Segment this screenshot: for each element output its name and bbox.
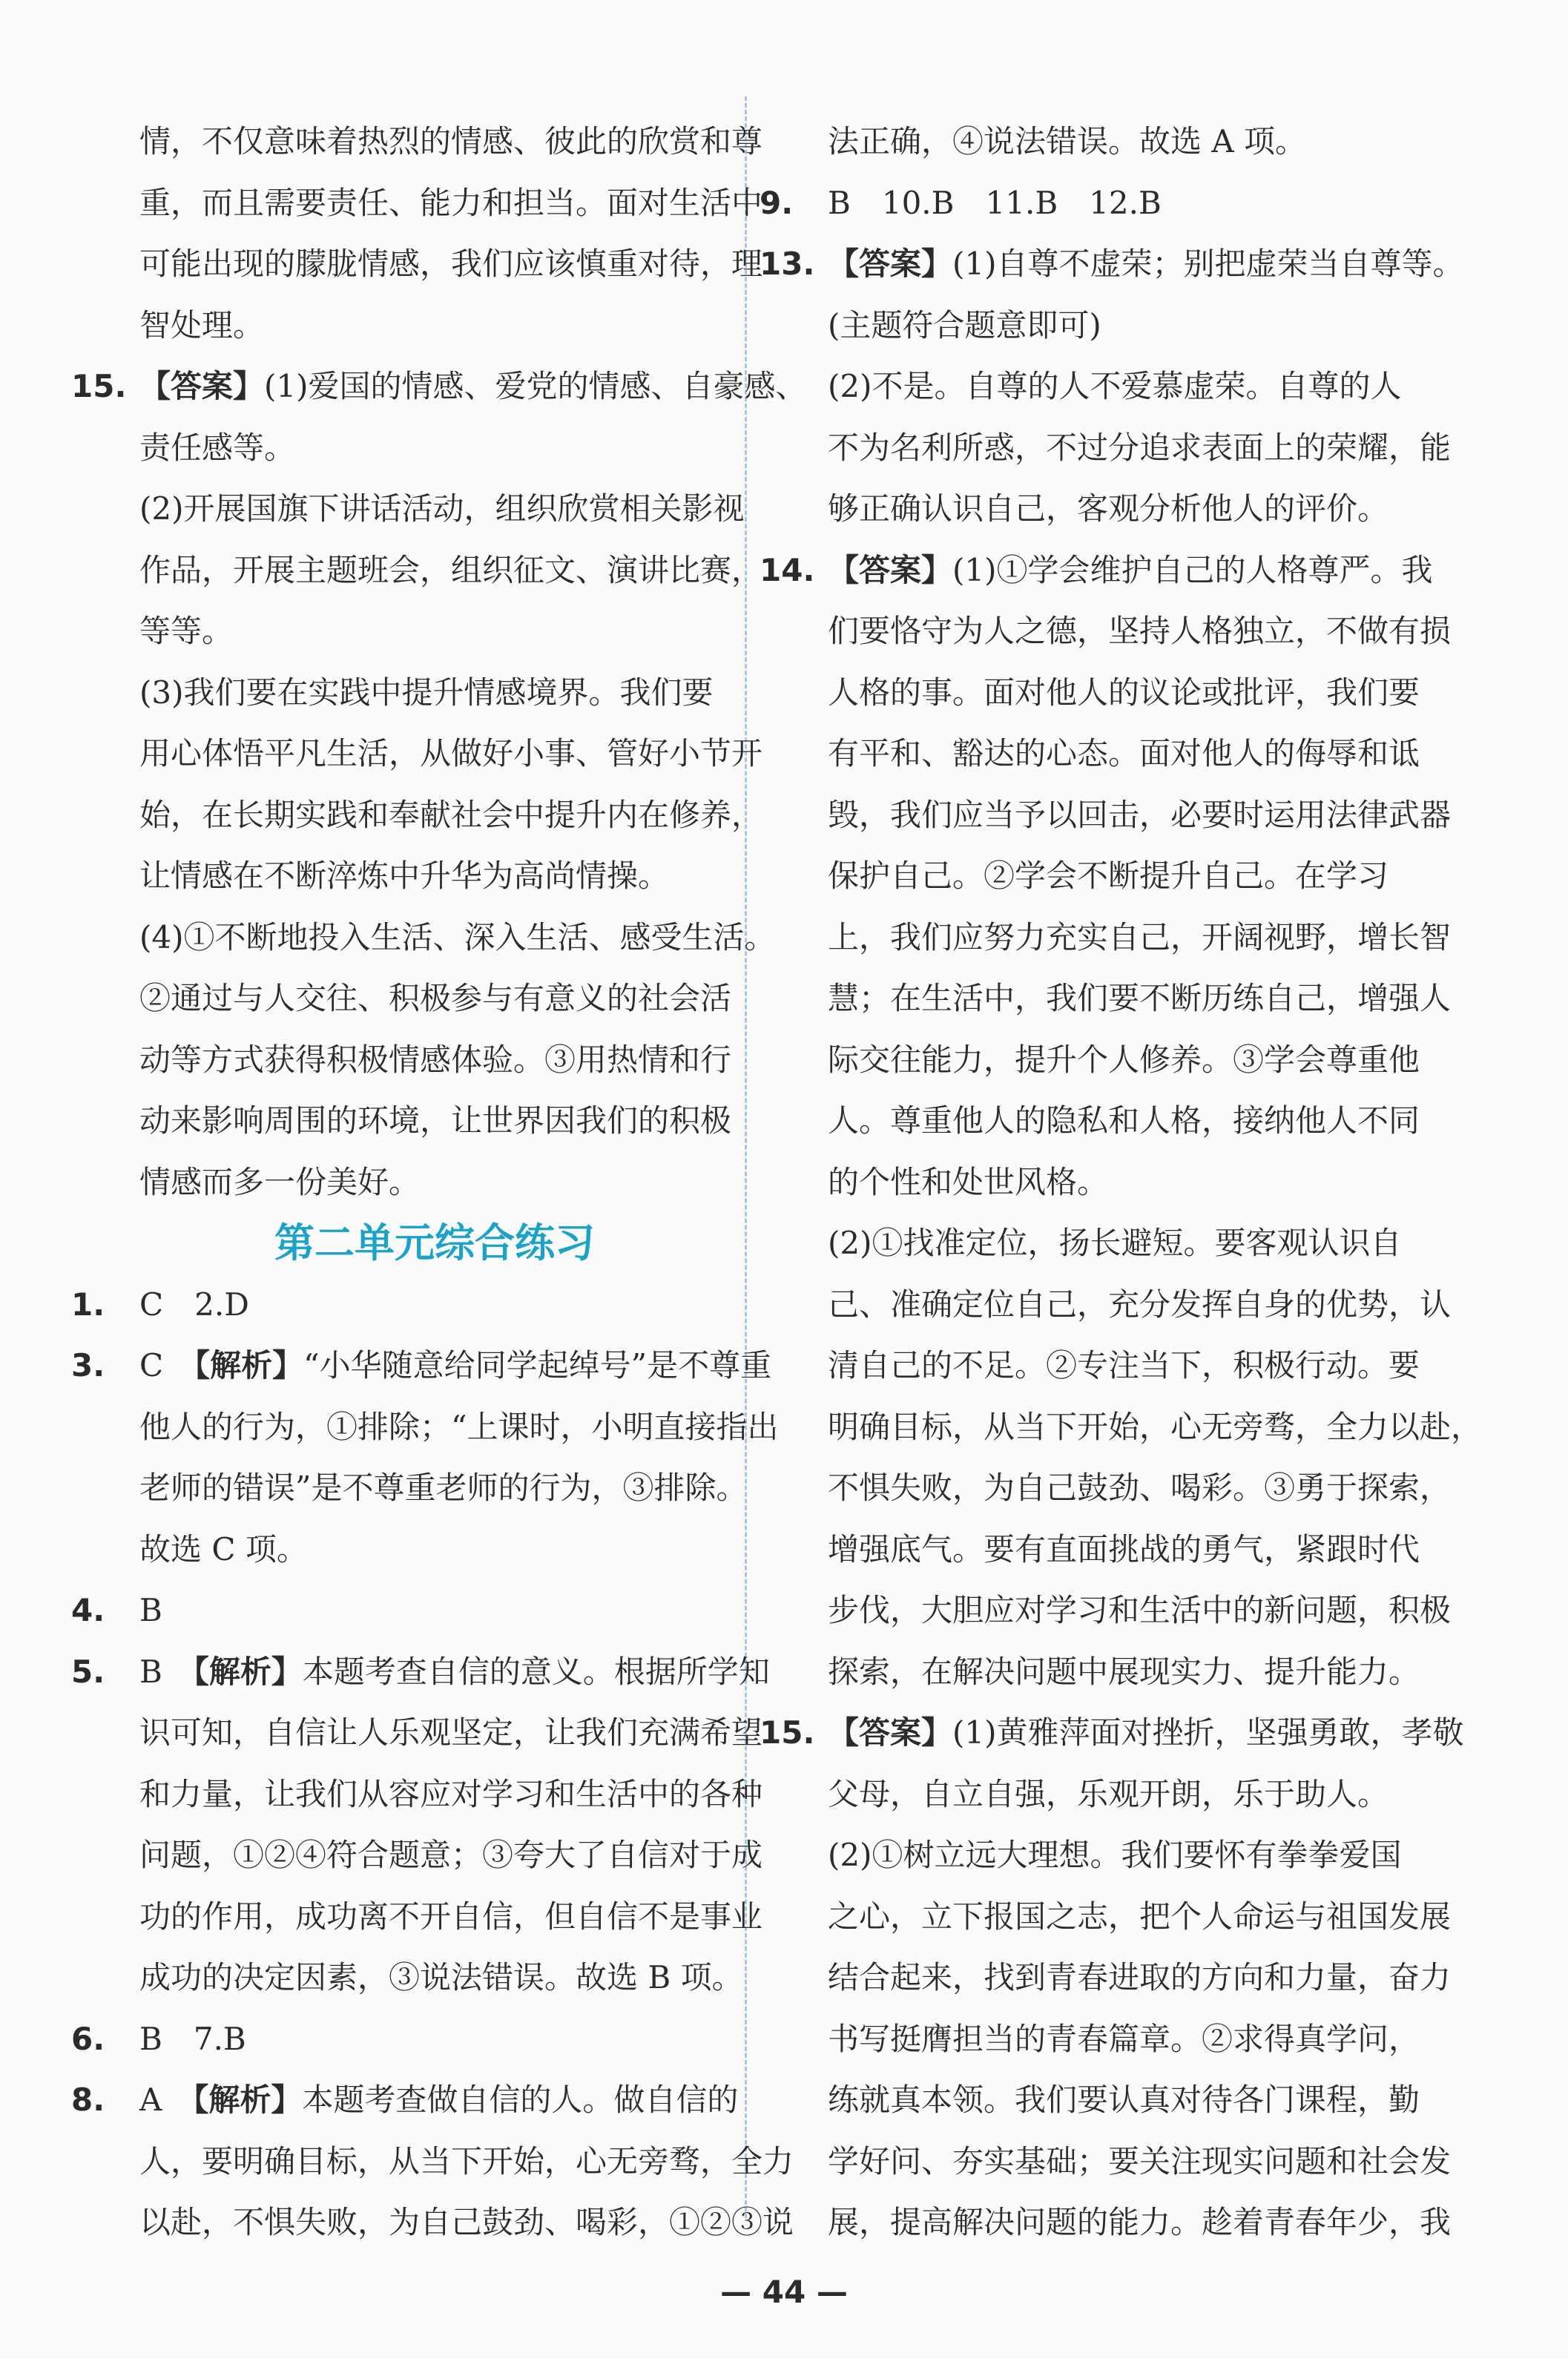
text-line bbox=[760, 1580, 1452, 1642]
question-number: 15. bbox=[71, 368, 127, 404]
text-line bbox=[71, 1090, 754, 1152]
text-line bbox=[760, 418, 1452, 479]
answer-text: A bbox=[139, 2082, 194, 2118]
answer-text: 结合起来，找到青春进取的方向和力量，奋力 bbox=[828, 1959, 1452, 1996]
answer-text: 法正确，④说法错误。故选 A 项。 bbox=[828, 123, 1307, 159]
text-line bbox=[760, 907, 1452, 969]
answer-text: 探索，在解决问题中展现实力、提升能力。 bbox=[828, 1653, 1420, 1690]
text-line bbox=[71, 785, 763, 846]
text-line bbox=[760, 1519, 1420, 1581]
question-number: 5. bbox=[71, 1653, 105, 1690]
answer-text: 际交往能力，提升个人修养。③学会尊重他 bbox=[828, 1041, 1420, 1078]
question-number: 9. bbox=[760, 184, 794, 221]
text-line bbox=[71, 1825, 763, 1886]
text-line bbox=[71, 173, 763, 234]
text-line bbox=[760, 1825, 1412, 1886]
text-line bbox=[760, 1030, 1420, 1091]
answer-text: 练就真本领。我们要认真对待各门课程，勤 bbox=[828, 2082, 1420, 2118]
text-line bbox=[760, 785, 1452, 846]
answer-text: 己、准确定位自己，充分发挥自身的优势，认 bbox=[828, 1286, 1452, 1323]
answer-text: (2)①找准定位，扬长避短。要客观认识自 bbox=[828, 1225, 1402, 1261]
answer-text: 和力量，让我们从容应对学习和生活中的各种 bbox=[139, 1775, 763, 1812]
text-line bbox=[71, 2131, 794, 2193]
question-item bbox=[71, 1274, 754, 1336]
answer-text: 够正确认识自己，客观分析他人的评价。 bbox=[828, 490, 1389, 527]
question-item bbox=[760, 540, 1433, 602]
answer-text: 责任感等。 bbox=[139, 429, 296, 466]
analysis-label: 【解析】 bbox=[193, 2082, 303, 2118]
analysis-label: 【解析】 bbox=[194, 1347, 304, 1384]
question-number: 4. bbox=[71, 1592, 105, 1628]
text-line bbox=[760, 1947, 1452, 2009]
answer-text: (2)开展国旗下讲话活动，组织欣赏相关影视 bbox=[139, 490, 745, 527]
answer-text: 增强底气。要有直面挑战的勇气，紧跟时代 bbox=[828, 1530, 1420, 1567]
text-line bbox=[71, 1764, 763, 1826]
answer-text: 故选 C 项。 bbox=[139, 1530, 308, 1567]
text-line bbox=[71, 601, 754, 662]
text-line bbox=[760, 1397, 1483, 1458]
text-line bbox=[760, 2009, 1420, 2070]
answer-text: B bbox=[139, 1653, 194, 1690]
text-line bbox=[760, 1090, 1420, 1152]
answer-text: 等等。 bbox=[139, 613, 234, 649]
text-line bbox=[760, 662, 1420, 724]
answer-text: 识可知，自信让人乐观坚定，让我们充满希望 bbox=[139, 1714, 763, 1751]
text-line bbox=[760, 601, 1452, 662]
text-line bbox=[71, 234, 763, 295]
answer-text: 情，不仅意味着热烈的情感、彼此的欣赏和尊 bbox=[139, 123, 763, 159]
text-line bbox=[71, 418, 754, 479]
question-item bbox=[71, 356, 807, 418]
question-item bbox=[71, 1335, 772, 1397]
answer-text: (3)我们要在实践中提升情感境界。我们要 bbox=[139, 674, 714, 711]
answer-text: 上，我们应努力充实自己，开阔视野，增长智 bbox=[828, 918, 1452, 955]
answer-text: C bbox=[139, 1347, 195, 1384]
question-number: 1. bbox=[71, 1286, 105, 1323]
answer-text: 有平和、豁达的心态。面对他人的侮辱和诋 bbox=[828, 735, 1420, 771]
question-number: 6. bbox=[71, 2020, 105, 2057]
text-line bbox=[71, 1397, 779, 1458]
text-line bbox=[760, 1642, 1420, 1703]
text-line bbox=[760, 1886, 1452, 1948]
answer-label: 【答案】 bbox=[828, 1714, 953, 1751]
answer-text: 动等方式获得积极情感体验。③用热情和行 bbox=[139, 1041, 732, 1078]
question-item bbox=[71, 2070, 754, 2131]
question-item bbox=[760, 1702, 1464, 1764]
text-line bbox=[760, 356, 1412, 418]
answer-text: 动来影响周围的环境，让世界因我们的积极 bbox=[139, 1102, 732, 1139]
text-line bbox=[71, 1947, 754, 2009]
right-column bbox=[760, 111, 1483, 2254]
question-number: 8. bbox=[71, 2082, 105, 2118]
text-line bbox=[760, 723, 1420, 785]
answer-text: 始，在长期实践和奉献社会中提升内在修养， bbox=[139, 796, 763, 833]
text-line bbox=[760, 295, 1412, 357]
question-item bbox=[71, 2009, 754, 2070]
text-line bbox=[71, 1458, 754, 1519]
text-line bbox=[760, 2192, 1452, 2254]
answer-text: 学好问、夯实基础；要关注现实问题和社会发 bbox=[828, 2142, 1452, 2179]
answer-text: 慧；在生活中，我们要不断历练自己，增强人 bbox=[828, 980, 1452, 1016]
answer-text: 毁，我们应当予以回击，必要时运用法律武器 bbox=[828, 796, 1452, 833]
answer-text: 们要恪守为人之德，坚持人格独立，不做有损 bbox=[828, 613, 1452, 649]
text-line bbox=[71, 1152, 754, 1214]
text-line bbox=[760, 1458, 1452, 1519]
answer-text: 用心体悟平凡生活，从做好小事、管好小节开 bbox=[139, 735, 763, 771]
answer-text: (1)自尊不虚荣；别把虚荣当自尊等。 bbox=[952, 246, 1464, 282]
text-line bbox=[71, 968, 754, 1030]
answer-text: (1)①学会维护自己的人格尊严。我 bbox=[952, 551, 1433, 588]
answer-text: B 10.B 11.B 12.B bbox=[828, 184, 1162, 221]
answer-text: 智处理。 bbox=[139, 306, 265, 343]
text-line bbox=[760, 1764, 1412, 1826]
answer-text: 他人的行为，①排除；“上课时，小明直接指出 bbox=[139, 1408, 779, 1445]
text-line bbox=[760, 2131, 1452, 2193]
question-number: 14. bbox=[760, 551, 815, 588]
answer-text: (1)黄雅萍面对挫折，坚强勇敢，孝敬 bbox=[952, 1714, 1464, 1751]
text-line bbox=[760, 846, 1412, 907]
text-line bbox=[71, 295, 754, 357]
text-line bbox=[71, 1702, 763, 1764]
text-line bbox=[71, 846, 754, 907]
analysis-label: 【解析】 bbox=[193, 1653, 303, 1690]
answer-text: 明确目标，从当下开始，心无旁骛，全力以赴， bbox=[828, 1408, 1483, 1445]
text-line bbox=[71, 662, 754, 724]
analysis-text: 本题考查自信的意义。根据所学知 bbox=[302, 1653, 770, 1690]
text-line bbox=[760, 1274, 1452, 1336]
answer-text: 以赴，不惧失败，为自己鼓劲、喝彩，①②③说 bbox=[139, 2204, 794, 2240]
text-line bbox=[760, 1213, 1412, 1274]
question-item bbox=[760, 234, 1464, 295]
text-line bbox=[71, 723, 763, 785]
text-line bbox=[71, 1886, 763, 1948]
text-line bbox=[760, 2070, 1420, 2131]
text-line bbox=[71, 111, 763, 173]
text-line bbox=[760, 1335, 1420, 1397]
answer-text: (2)不是。自尊的人不爱慕虚荣。自尊的人 bbox=[828, 368, 1402, 404]
answer-text: 人格的事。面对他人的议论或批评，我们要 bbox=[828, 674, 1420, 711]
answer-text: 问题，①②④符合题意；③夸大了自信对于成 bbox=[139, 1837, 763, 1873]
answer-text: 人。尊重他人的隐私和人格，接纳他人不同 bbox=[828, 1102, 1420, 1139]
text-line bbox=[71, 907, 776, 969]
answer-text: (4)①不断地投入生活、深入生活、感受生活。 bbox=[139, 918, 776, 955]
analysis-text: 本题考查做自信的人。做自信的 bbox=[302, 2082, 739, 2118]
answer-label: 【答案】 bbox=[139, 368, 265, 404]
text-line bbox=[760, 1152, 1412, 1214]
text-line bbox=[71, 478, 754, 540]
answer-text: 成功的决定因素，③说法错误。故选 B 项。 bbox=[139, 1959, 743, 1996]
answer-text: 功的作用，成功离不开自信，但自信不是事业 bbox=[139, 1898, 763, 1935]
answer-text: 展，提高解决问题的能力。趁着青春年少，我 bbox=[828, 2204, 1452, 2240]
text-line bbox=[71, 540, 763, 602]
answer-text: 情感而多一份美好。 bbox=[139, 1163, 421, 1200]
text-line bbox=[71, 2192, 794, 2254]
text-line bbox=[760, 478, 1412, 540]
answer-text: (主题符合题意即可) bbox=[828, 306, 1101, 343]
answer-text: 不惧失败，为自己鼓劲、喝彩。③勇于探索， bbox=[828, 1470, 1452, 1506]
answer-text: 可能出现的朦胧情感，我们应该慎重对待，理 bbox=[139, 246, 763, 282]
question-item bbox=[760, 173, 1412, 234]
answer-text: 步伐，大胆应对学习和生活中的新问题，积极 bbox=[828, 1592, 1452, 1628]
answer-text: 父母，自立自强，乐观开朗，乐于助人。 bbox=[828, 1775, 1389, 1812]
answer-text: ②通过与人交往、积极参与有意义的社会活 bbox=[139, 980, 732, 1016]
question-item bbox=[71, 1642, 770, 1703]
answer-text: 之心，立下报国之志，把个人命运与祖国发展 bbox=[828, 1898, 1452, 1935]
text-line bbox=[760, 111, 1412, 173]
answer-label: 【答案】 bbox=[828, 246, 953, 282]
answer-text: 重，而且需要责任、能力和担当。面对生活中 bbox=[139, 184, 763, 221]
answer-text: 让情感在不断淬炼中升华为高尚情操。 bbox=[139, 858, 670, 894]
analysis-text: “小华随意给同学起绰号”是不尊重 bbox=[303, 1347, 772, 1384]
question-item bbox=[71, 1580, 754, 1642]
answer-text: 作品，开展主题班会，组织征文、演讲比赛， bbox=[139, 551, 763, 588]
answer-text: 人，要明确目标，从当下开始，心无旁骛，全力 bbox=[139, 2142, 794, 2179]
answer-text: B 7.B bbox=[139, 2020, 246, 2057]
answer-text: (1)爱国的情感、爱党的情感、自豪感、 bbox=[264, 368, 807, 404]
text-line bbox=[71, 1030, 754, 1091]
answer-label: 【答案】 bbox=[828, 551, 953, 588]
answer-text: B bbox=[139, 1592, 162, 1628]
answer-text: 清自己的不足。②专注当下，积极行动。要 bbox=[828, 1347, 1420, 1384]
section-title: 第二单元综合练习 bbox=[274, 1220, 595, 1266]
answer-text: 书写挺膺担当的青春篇章。②求得真学问， bbox=[828, 2020, 1420, 2057]
answer-text: C 2.D bbox=[139, 1286, 249, 1323]
answer-text: (2)①树立远大理想。我们要怀有拳拳爱国 bbox=[828, 1837, 1402, 1873]
answer-text: 的个性和处世风格。 bbox=[828, 1163, 1109, 1200]
question-number: 15. bbox=[760, 1714, 815, 1751]
question-number: 3. bbox=[71, 1347, 105, 1384]
question-number: 13. bbox=[760, 246, 815, 282]
answer-text: 老师的错误”是不尊重老师的行为，③排除。 bbox=[139, 1470, 748, 1506]
text-line bbox=[71, 1519, 754, 1581]
answer-text: 保护自己。②学会不断提升自己。在学习 bbox=[828, 858, 1389, 894]
text-line bbox=[760, 968, 1452, 1030]
page-number: — 44 — bbox=[720, 2274, 848, 2310]
answer-text: 不为名利所惑，不过分追求表面上的荣耀，能 bbox=[828, 429, 1452, 466]
